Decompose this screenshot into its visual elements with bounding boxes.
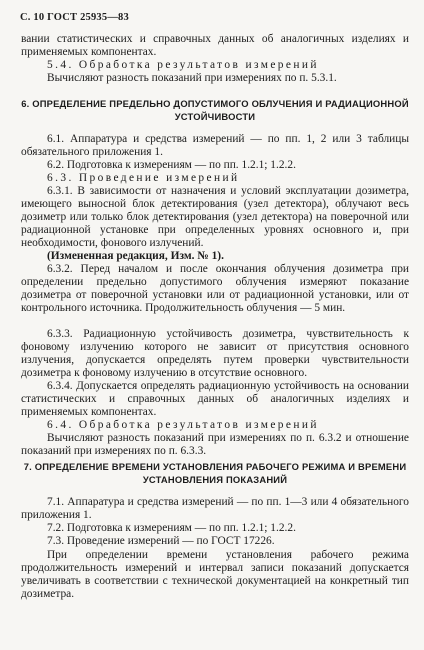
clause-6-3-1: 6.3.1. В зависимости от назначения и условий эксплуатации дозиметра, имеющего выносной блок детектирования (узел детектора), облучают весь дозиметр или только блок детектирования (узел детектора) на поверочной или радиационной установке при определенных уровнях основного и, при необходимости, фонового излучений. xyxy=(21,185,409,249)
page-header: С. 10 ГОСТ 25935—83 xyxy=(20,12,129,23)
clause-6-4-heading: 6.4. Обработка результатов измерений xyxy=(47,419,319,431)
section-6-title: 6. ОПРЕДЕЛЕНИЕ ПРЕДЕЛЬНО ДОПУСТИМОГО ОБЛУЧЕНИЯ И РАДИАЦИОННОЙ УСТОЙЧИВОСТИ xyxy=(21,98,409,122)
clause-6-1: 6.1. Аппаратура и средства измерений — по пп. 1, 2 или 3 таблицы обязательного приложения 1. xyxy=(21,133,409,158)
clause-7-3: 7.3. Проведение измерений — по ГОСТ 17226. xyxy=(47,535,275,547)
change-note: (Измененная редакция, Изм. № 1). xyxy=(47,250,224,262)
paragraph-continuation: вании статистических и справочных данных об аналогичных изделиях и применяемых компонентах. xyxy=(21,33,409,58)
clause-6-3-3: 6.3.3. Радиационную устойчивость дозиметра, чувствительность к фоновому излучению которого не зависит от присутствия основного излучения, допускается определять путем проверки чувствительности дозиметра к фоновому излучению в отсутствие основного. xyxy=(21,328,409,379)
clause-7-1: 7.1. Аппаратура и средства измерений — по пп. 1—3 или 4 обязательного приложения 1. xyxy=(21,496,409,521)
clause-6-3-4: 6.3.4. Допускается определять радиационную устойчивость на основании статистических и справочных данных об аналогичных изделиях и применяемых компонентах. xyxy=(21,380,409,418)
clause-5-4-text: Вычисляют разность показаний при измерениях по п. 5.3.1. xyxy=(47,72,337,84)
clause-6-3-heading: 6.3. Проведение измерений xyxy=(47,172,240,184)
section-7-title: 7. ОПРЕДЕЛЕНИЕ ВРЕМЕНИ УСТАНОВЛЕНИЯ РАБОЧЕГО РЕЖИМА И ВРЕМЕНИ УСТАНОВЛЕНИЯ ПОКАЗАНИЙ xyxy=(23,461,407,485)
clause-6-4-text: Вычисляют разность показаний при измерениях по п. 6.3.2 и отношение показаний при измерениях по п. 6.3.3. xyxy=(21,432,409,457)
clause-5-4-heading: 5.4. Обработка результатов измерений xyxy=(47,59,319,71)
clause-6-3-2: 6.3.2. Перед началом и после окончания облучения дозиметра при определении предельно допустимого облучения измеряют показание дозиметра от поверочной установки или от радиационной установки, или от контрольного источника. Продолжительность облучения — 5 мин. xyxy=(21,263,409,314)
clause-7-2: 7.2. Подготовка к измерениям — по пп. 1.2.1; 1.2.2. xyxy=(47,522,296,534)
clause-6-2: 6.2. Подготовка к измерениям — по пп. 1.2.1; 1.2.2. xyxy=(47,159,296,171)
clause-7-text: При определении времени установления рабочего режима продолжительность измерений и интервал записи показаний допускается увеличивать в соответствии с технической документацией на конкретный тип дозиметра. xyxy=(21,549,409,600)
